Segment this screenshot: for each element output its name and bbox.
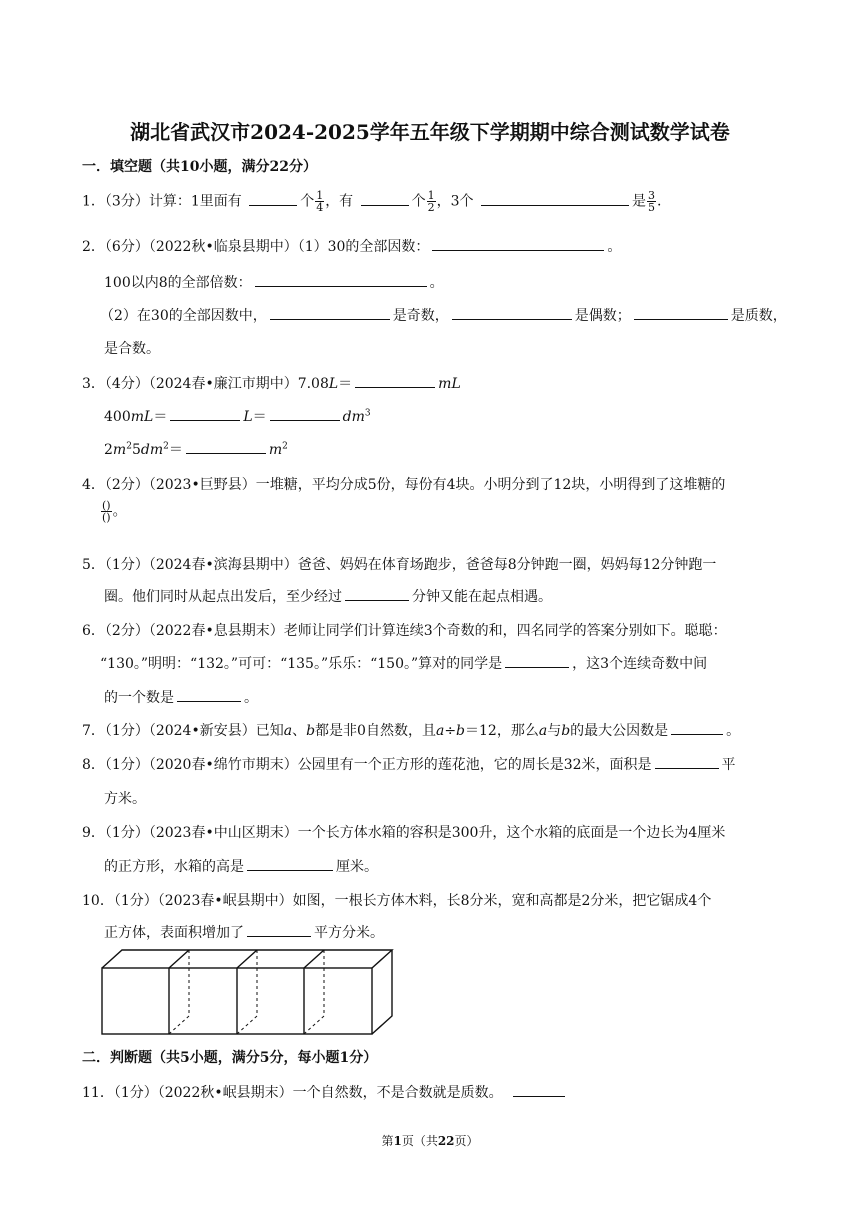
answer-blank[interactable] [481,191,629,206]
q3-text: 400 [104,409,131,425]
q7-text: ＝12，那么 [465,723,539,739]
unit: mL [130,409,154,425]
question-3-line-1 [82,373,461,393]
answer-blank[interactable] [655,754,719,769]
question-5-line-2 [104,586,552,606]
q3-text: 3．（4分）（2024春•廉江市期中）7.08 [82,376,329,392]
question-11 [82,1082,568,1102]
q7-text: ÷ [444,723,457,739]
answer-blank[interactable] [247,856,333,871]
footer-text: 第 [381,1134,394,1148]
q7-text: 7．（1分）（2024•新安县）已知 [82,723,284,739]
q2-text: 是偶数； [574,308,631,324]
question-9-line-2 [104,856,378,876]
question-6-line-3 [104,687,258,707]
footer-text: 页（共 [401,1134,438,1148]
question-7 [82,720,740,740]
question-3-line-2 [104,406,371,426]
q6-text: 的一个数是 [104,690,174,706]
unit: L [328,376,339,392]
exponent: 2 [126,441,132,452]
exponent: 2 [163,441,169,452]
q7-text: 都是非0自然数，且 [315,723,436,739]
answer-blank[interactable] [355,373,435,388]
right-face [372,950,392,1034]
unit: dm [140,442,164,458]
question-2-line-3 [100,305,787,325]
q6-text: “130。”明明：“132。”可可：“135。”乐乐：“150。”算对的同学是 [100,656,503,672]
q1-text-g: . [657,193,662,210]
answer-blank[interactable] [452,305,572,320]
answer-blank[interactable] [249,191,297,206]
q5-text: 分钟又能在起点相遇。 [412,589,552,605]
q3-text: ＝ [252,409,267,425]
question-4-line-2 [100,500,127,523]
q2-text: 。 [607,239,622,255]
answer-blank[interactable] [432,236,604,251]
q9-text: 的正方形，水箱的高是 [104,859,244,875]
question-5-line-1: 5．（1分）（2024春•滨海县期中）爸爸、妈妈在体育场跑步，爸爸每8分钟跑一圈，妈妈每12分钟跑一 [82,557,717,573]
question-1 [82,190,661,213]
question-8-line-2: 方米。 [104,791,146,807]
question-6-line-2 [100,653,707,673]
section-fill-blank-heading: 一．填空题（共10小题，满分22分） [82,159,317,175]
answer-fraction[interactable]: $\frac{()}{()}$ [102,499,111,524]
variable: a [283,723,293,739]
q3-text: 2 [104,442,113,458]
question-9-line-1: 9．（1分）（2023春•中山区期末）一个长方体水箱的容积是300升，这个水箱的底面是一个边长为4厘米 [82,825,726,841]
answer-blank[interactable] [270,406,340,421]
answer-blank[interactable] [634,305,728,320]
question-10-line-1: 10．（1分）（2023春•岷县期中）如图，一根长方体木料，长8分米，宽和高都是2分米，把它锯成4个 [82,893,712,909]
q2-text: （2）在30的全部因数中， [100,308,267,324]
q10-text: 平方分米。 [314,925,384,941]
exponent: 2 [282,441,288,452]
q1-text-d: 个 [411,193,426,210]
page-title: 湖北省武汉市2024-2025学年五年级下学期期中综合测试数学试卷 [130,120,730,144]
exponent: 3 [364,408,371,419]
variable: b [456,723,466,739]
q7-text: 的最大公因数是 [570,723,669,739]
q3-text: ＝ [168,442,183,458]
unit: m [112,442,127,458]
unit: L [243,409,253,425]
q7-text: 、 [292,723,307,739]
q10-text: 正方体，表面积增加了 [104,925,244,941]
q5-text: 圈。他们同时从起点出发后，至少经过 [104,589,342,605]
answer-blank[interactable] [345,586,409,601]
variable: b [306,723,316,739]
fraction-3-5: $\frac{3}{5}$ [648,189,656,214]
q3-text: ＝ [338,376,353,392]
fraction-1-2: $\frac{1}{2}$ [427,189,435,214]
fraction-1-4: $\frac{1}{4}$ [316,189,324,214]
page-footer [0,1132,860,1149]
q1-text-c: ，有 [325,193,354,210]
q8-text: 8．（1分）（2020春•绵竹市期末）公园里有一个正方形的莲花池，它的周长是32米，面积是 [82,757,652,773]
q1-text-b: 个 [300,193,315,210]
variable: a [435,723,445,739]
answer-blank[interactable] [177,687,241,702]
q1-text-a: 1．（3分）计算：1里面有 [82,193,242,210]
question-10-line-2 [104,922,384,942]
answer-blank[interactable] [247,922,311,937]
answer-blank[interactable] [505,653,569,668]
q9-text: 厘米。 [336,859,378,875]
q11-text: 11．（1分）（2022秋•岷县期末）一个自然数，不是合数就是质数。 [82,1085,503,1101]
q7-text: 与 [547,723,562,739]
footer-text: 页） [454,1134,479,1148]
total-pages: 22 [437,1134,455,1148]
answer-blank[interactable] [513,1082,565,1097]
q6-text: 。 [244,690,258,706]
unit: mL [438,376,461,392]
q6-text: ，这3个连续奇数中间 [572,656,708,672]
question-2-line-1 [82,236,621,256]
answer-blank[interactable] [270,305,390,320]
question-2-line-4: 是合数。 [104,341,160,357]
answer-blank[interactable] [186,439,266,454]
q8-text: 平 [721,757,736,773]
q2-text: 是质数， [730,308,787,324]
unit: m [268,442,283,458]
answer-blank[interactable] [361,191,409,206]
answer-blank[interactable] [671,720,723,735]
question-6-line-1: 6．（2分）（2022春•息县期末）老师让同学们计算连续3个奇数的和，四名同学的答案分别如下。聪聪： [82,623,727,639]
question-2-line-2 [104,272,444,292]
q2-text: 2．（6分）（2022秋•临泉县期中）（1）30的全部因数： [82,239,430,255]
question-3-line-3 [104,439,288,459]
question-4-line-1: 4．（2分）（2023•巨野县）一堆糖，平均分成5份，每份有4块。小明分到了12块，小明得到了这堆糖的 [82,477,726,493]
q2-text: 是奇数， [392,308,449,324]
answer-blank[interactable] [255,272,427,287]
q2-text: 100以内8的全部倍数： [104,275,252,291]
variable: b [561,723,571,739]
question-8-line-1 [82,754,736,774]
answer-blank[interactable] [170,406,240,421]
q3-text: 5 [131,442,141,458]
q7-text: 。 [726,723,741,739]
section-judgement-heading: 二．判断题（共5小题，满分5分，每小题1分） [82,1050,378,1066]
variable: a [538,723,548,739]
q1-text-e: ，3个 [436,193,474,210]
unit: dm [342,409,365,425]
q1-text-f: 是 [632,193,647,210]
q2-text: 。 [429,275,444,291]
cuboid-figure [98,948,398,1038]
page-number: 1 [393,1134,402,1148]
q4-text: 。 [112,503,127,520]
q3-text: ＝ [153,409,168,425]
